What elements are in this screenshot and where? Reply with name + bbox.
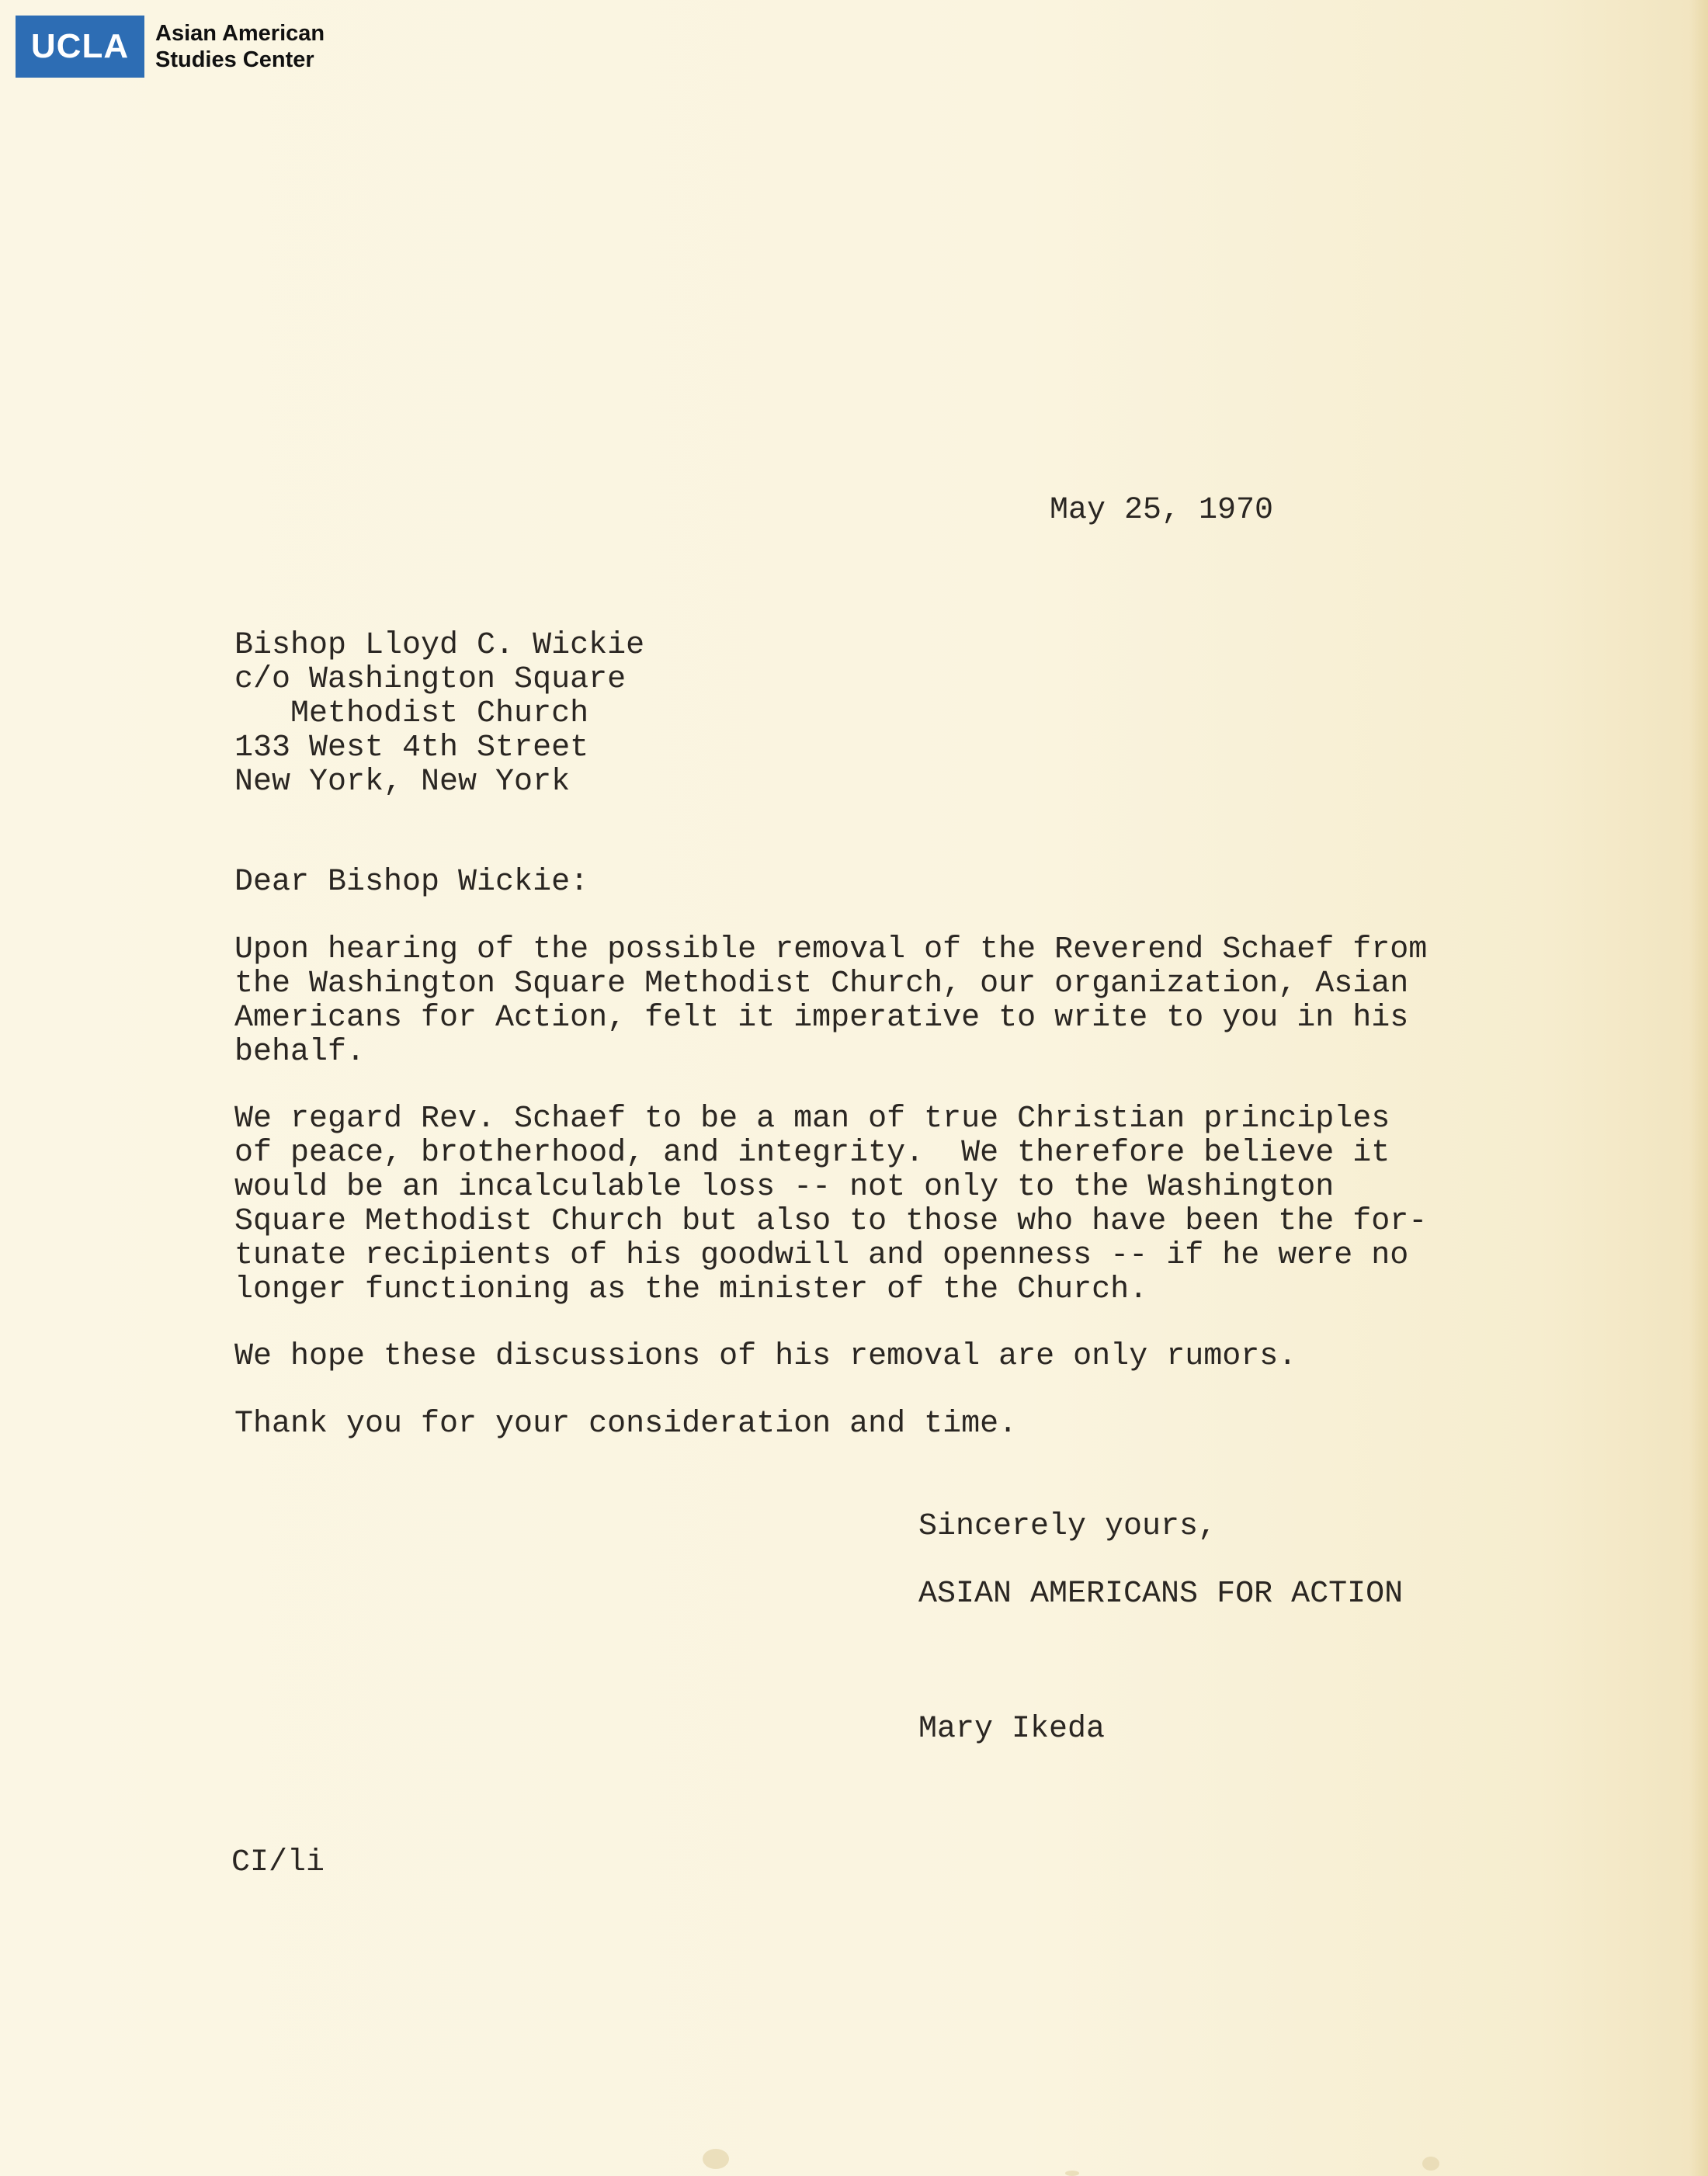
body-line: longer functioning as the minister of the Church.: [234, 1272, 1148, 1307]
logo-name-line-1: Asian American: [155, 21, 325, 46]
body-line: of peace, brotherhood, and integrity. We therefore believe it: [234, 1136, 1390, 1171]
body-line: the Washington Square Methodist Church, our organization, Asian: [234, 967, 1409, 1001]
address-line: c/o Washington Square: [234, 662, 627, 697]
closing: Sincerely yours,: [918, 1509, 1217, 1544]
body-paragraph-1: [234, 933, 1554, 1070]
body-line: We regard Rev. Schaef to be a man of true Christian principles: [234, 1102, 1390, 1137]
paper-stain: [703, 2149, 729, 2169]
paper-stain: [1422, 2157, 1439, 2171]
body-paragraph-4: [234, 1407, 1554, 1442]
address-line: Methodist Church: [234, 696, 589, 731]
body-line: Square Methodist Church but also to those who have been the for-: [234, 1204, 1428, 1239]
body-paragraph-3: [234, 1340, 1554, 1374]
recipient-address: [234, 629, 1554, 800]
signer-name: Mary Ikeda: [918, 1712, 1106, 1747]
ucla-aasc-logo: [16, 16, 325, 78]
paper-edge: [1689, 0, 1708, 2176]
ucla-logo-mark: UCLA: [16, 16, 144, 78]
paper-stain: [1065, 2171, 1079, 2176]
logo-center-name: [155, 20, 325, 73]
logo-name-line-2: Studies Center: [155, 47, 314, 72]
body-line: behalf.: [234, 1035, 366, 1070]
address-line: New York, New York: [234, 765, 571, 800]
body-line: Americans for Action, felt it imperative to write to you in his: [234, 1001, 1409, 1036]
address-line: 133 West 4th Street: [234, 731, 589, 765]
body-line: Thank you for your consideration and time.: [234, 1407, 1018, 1442]
salutation: Dear Bishop Wickie:: [234, 865, 589, 900]
body-paragraph-2: [234, 1102, 1554, 1307]
address-line: Bishop Lloyd C. Wickie: [234, 628, 645, 663]
organization-name: ASIAN AMERICANS FOR ACTION: [918, 1577, 1404, 1612]
body-line: tunate recipients of his goodwill and openness -- if he were no: [234, 1238, 1409, 1273]
body-line: Upon hearing of the possible removal of the Reverend Schaef from: [234, 932, 1428, 967]
letter-date: May 25, 1970: [1050, 493, 1274, 528]
body-line: would be an incalculable loss -- not only to the Washington: [234, 1170, 1335, 1205]
reference-initials: CI/li: [231, 1845, 325, 1880]
body-line: We hope these discussions of his removal are only rumors.: [234, 1339, 1297, 1374]
